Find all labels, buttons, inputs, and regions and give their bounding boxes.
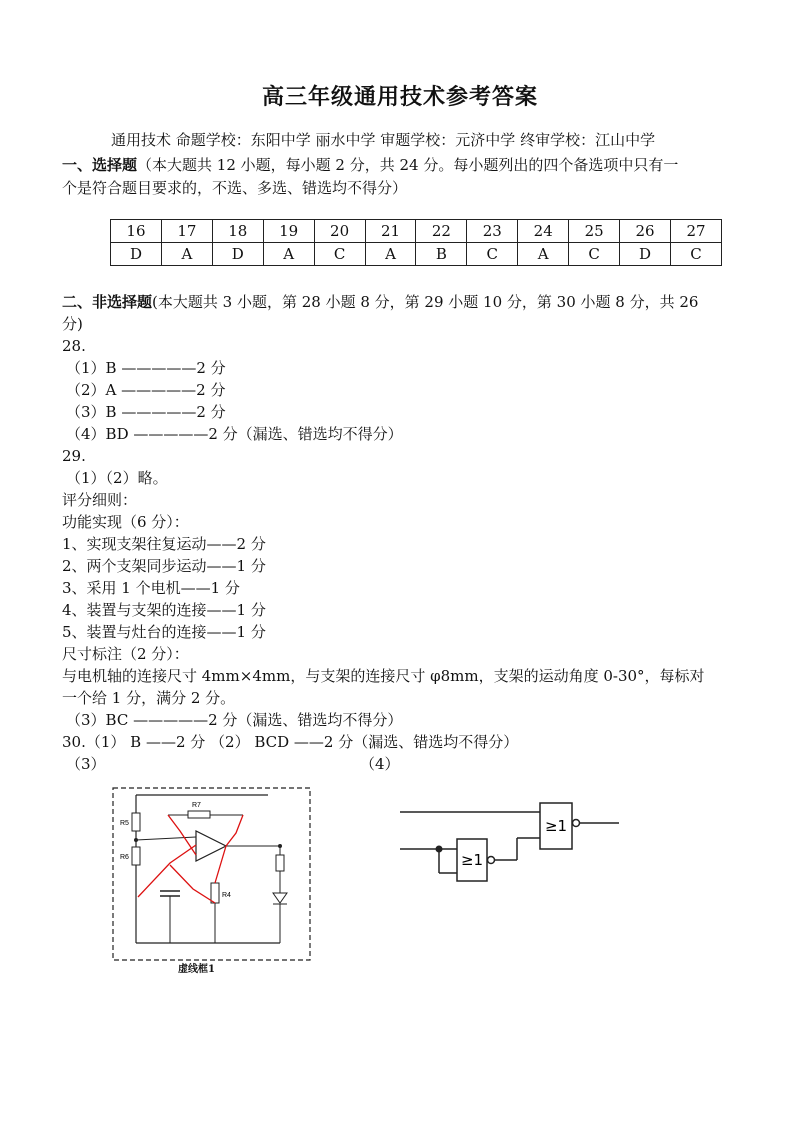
q28-label: 28. (62, 337, 86, 355)
q28-item: （4）BD —————2 分（漏选、错选均不得分） (66, 425, 403, 443)
answer-cell: C (314, 243, 365, 266)
section2-line1 (62, 292, 698, 312)
wire (136, 837, 196, 840)
section1-heading: 一、选择题 (62, 156, 138, 174)
answer-cell: D (212, 243, 263, 266)
section2-desc2: 分) (62, 315, 83, 333)
junction-dot (278, 844, 282, 848)
answer-cell: C (670, 243, 721, 266)
question-number: 18 (212, 220, 263, 243)
q29-line: （3）BC —————2 分（漏选、错选均不得分） (66, 711, 403, 729)
section1-line1 (62, 155, 678, 175)
q29-line: （1）（2）略。 (66, 469, 168, 487)
section1-desc1: （本大题共 12 小题，每小题 2 分，共 24 分。每小题列出的四个备选项中只有一 (137, 156, 679, 174)
answer-cell: B (416, 243, 467, 266)
question-number: 26 (620, 220, 671, 243)
label-r7: R7 (192, 802, 201, 809)
red-wire (138, 845, 196, 897)
q29-line: 尺寸标注（2 分）： (62, 645, 189, 663)
question-number: 22 (416, 220, 467, 243)
gate-symbol: ≥1 (460, 851, 484, 869)
red-wire (226, 815, 243, 846)
answer-cell: C (569, 243, 620, 266)
page-title: 高三年级通用技术参考答案 (261, 84, 538, 110)
answer-cell: A (518, 243, 569, 266)
answer-table-numbers-row (111, 220, 722, 243)
question-number: 27 (670, 220, 721, 243)
junction-dot (134, 838, 138, 842)
question-number: 23 (467, 220, 518, 243)
question-number: 24 (518, 220, 569, 243)
section2-heading: 二、非选择题 (62, 293, 153, 311)
board-label: 虚线框1 (178, 964, 215, 975)
resistor-right (276, 855, 284, 871)
q29-line: 5、装置与灶台的连接——1 分 (62, 623, 266, 641)
answer-cell: D (111, 243, 162, 266)
question-number: 19 (263, 220, 314, 243)
resistor-r7 (188, 811, 210, 818)
label-r4: R4 (222, 892, 231, 899)
section2-desc1: (本大题共 3 小题，第 28 小题 8 分，第 29 小题 10 分，第 30 小题 8 分，共 26 (152, 293, 699, 311)
q29-line: 评分细则： (62, 491, 138, 509)
q30-sub3-label: （3） (66, 755, 106, 773)
answer-cell: D (620, 243, 671, 266)
q29-line: 1、实现支架往复运动——2 分 (62, 535, 266, 553)
gate-symbol: ≥1 (544, 817, 568, 835)
q28-item: （3）B —————2 分 (66, 403, 226, 421)
q29-line: 3、采用 1 个电机——1 分 (62, 579, 240, 597)
label-r5: R5 (120, 820, 129, 827)
section1-desc2: 个是符合题目要求的，不选、多选、错选均不得分） (62, 179, 408, 197)
logic-gate-diagram (395, 798, 625, 886)
question-number: 25 (569, 220, 620, 243)
red-wire (215, 846, 226, 883)
q28-item: （1）B —————2 分 (66, 359, 226, 377)
answer-cell: A (161, 243, 212, 266)
answer-table (110, 219, 722, 266)
q29-line: 功能实现（6 分）： (62, 513, 189, 531)
inverter-bubble (573, 820, 580, 827)
q29-line: 4、装置与支架的连接——1 分 (62, 601, 266, 619)
q28-item: （2）A —————2 分 (66, 381, 226, 399)
question-number: 20 (314, 220, 365, 243)
answer-cell: A (365, 243, 416, 266)
answer-cell: C (467, 243, 518, 266)
resistor-r6 (132, 847, 140, 865)
answer-table-answers-row (111, 243, 722, 266)
resistor-r4 (211, 883, 219, 903)
circuit-diagram (108, 785, 318, 970)
op-amp (196, 831, 226, 861)
question-number: 21 (365, 220, 416, 243)
resistor-r5 (132, 813, 140, 831)
label-r6: R6 (120, 854, 129, 861)
question-number: 17 (161, 220, 212, 243)
q29-label: 29. (62, 447, 86, 465)
q30-sub4-label: （4） (360, 755, 400, 773)
red-wire (170, 865, 215, 903)
inverter-bubble (488, 857, 495, 864)
q29-line: 与电机轴的连接尺寸 4mm×4mm，与支架的连接尺寸 φ8mm，支架的运动角度 0-30°，每标对 (62, 667, 705, 685)
red-wire (168, 815, 196, 855)
question-number: 16 (111, 220, 162, 243)
led-diode (273, 893, 287, 903)
q29-line: 一个给 1 分，满分 2 分。 (62, 689, 236, 707)
q29-line: 2、两个支架同步运动——1 分 (62, 557, 266, 575)
answer-cell: A (263, 243, 314, 266)
header-schools: 通用技术 命题学校：东阳中学 丽水中学 审题学校：元济中学 终审学校：江山中学 (111, 131, 656, 149)
q30-line: 30.（1） B ——2 分 （2） BCD ——2 分（漏选、错选均不得分） (62, 733, 519, 751)
